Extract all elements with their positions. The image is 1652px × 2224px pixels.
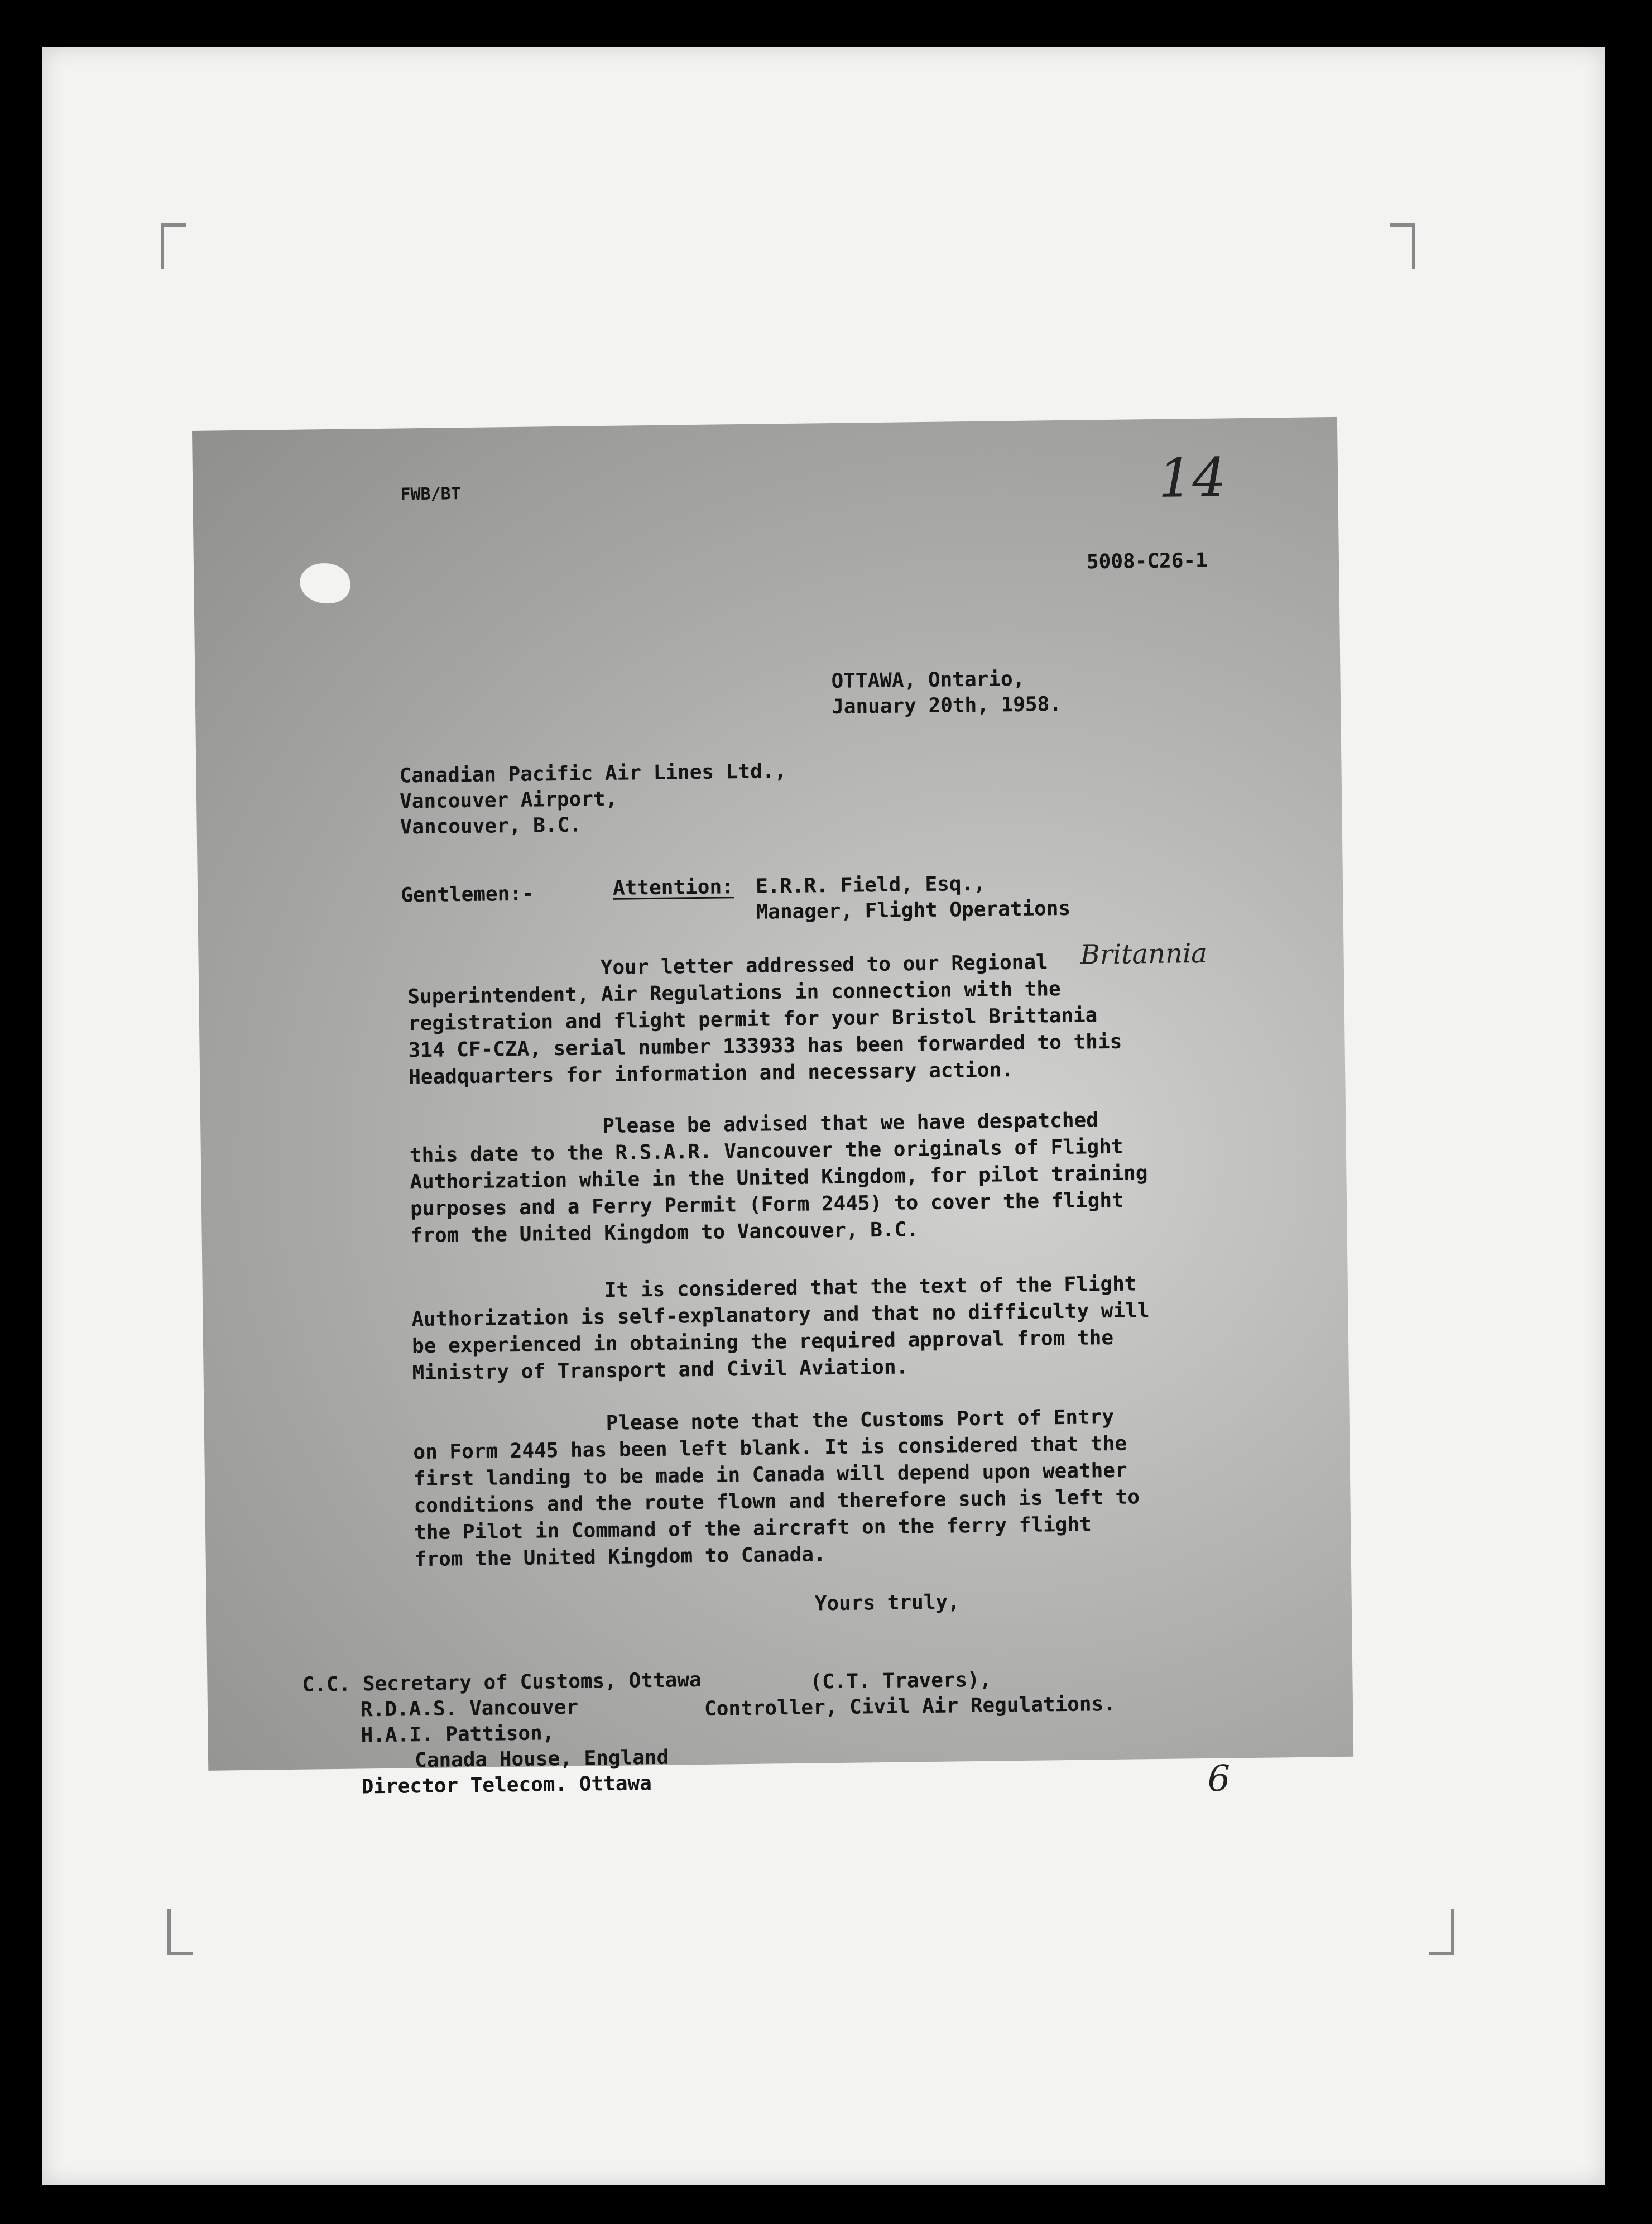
body-line: the Pilot in Command of the aircraft on the ferry flight bbox=[414, 1513, 1092, 1545]
cc-line: Director Telecom. Ottawa bbox=[361, 1772, 652, 1799]
signatory-title: Controller, Civil Air Regulations. bbox=[704, 1692, 1116, 1720]
body-line: conditions and the route flown and therefore such is left to bbox=[414, 1485, 1140, 1518]
addressee-line: Vancouver, B.C. bbox=[400, 813, 582, 839]
crop-mark-bottom-right bbox=[1429, 1909, 1454, 1955]
corner-mark: 6 bbox=[1207, 1758, 1231, 1800]
body-line: Authorization is self-explanatory and that no difficulty will bbox=[411, 1299, 1150, 1331]
letter-page bbox=[192, 417, 1353, 1800]
addressee-line: Canadian Pacific Air Lines Ltd., bbox=[399, 760, 787, 788]
place: OTTAWA, Ontario, bbox=[831, 667, 1025, 693]
crop-mark-bottom-left bbox=[167, 1909, 193, 1955]
file-number: 5008-C26-1 bbox=[1086, 549, 1208, 574]
body-line: Authorization while in the United Kingdom, for pilot training bbox=[410, 1162, 1148, 1194]
body-line: first landing to be made in Canada will depend upon weather bbox=[413, 1459, 1127, 1491]
cc-line: R.D.A.S. Vancouver bbox=[360, 1695, 579, 1722]
body-line: Please note that the Customs Port of Entry bbox=[606, 1405, 1115, 1435]
page-number-mark: 14 bbox=[1158, 446, 1227, 510]
date: January 20th, 1958. bbox=[831, 693, 1062, 719]
body-line: Ministry of Transport and Civil Aviation. bbox=[412, 1355, 909, 1385]
handwritten-correction: Britannia bbox=[1080, 937, 1208, 971]
body-line: this date to the R.S.A.R. Vancouver the originals of Flight bbox=[409, 1135, 1123, 1167]
cc-line: Canada House, England bbox=[414, 1746, 669, 1772]
attention-label: Attention: bbox=[612, 875, 734, 900]
body-line: on Form 2445 has been left blank. It is considered that the bbox=[413, 1432, 1127, 1464]
body-line: registration and flight permit for your Bristol Brittania bbox=[407, 1004, 1098, 1036]
addressee-line: Vancouver Airport, bbox=[399, 787, 618, 813]
cc-line: H.A.I. Pattison, bbox=[361, 1722, 555, 1747]
salutation: Gentlemen:- bbox=[400, 882, 534, 907]
body-line: purposes and a Ferry Permit (Form 2445) to cover the flight bbox=[410, 1188, 1124, 1221]
attention-line: Manager, Flight Operations bbox=[756, 897, 1071, 924]
cc-line: C.C. Secretary of Customs, Ottawa bbox=[302, 1669, 702, 1696]
body-line: be experienced in obtaining the required approval from the bbox=[411, 1326, 1114, 1358]
attention-line: E.R.R. Field, Esq., bbox=[755, 872, 986, 898]
body-line: from the United Kingdom to Canada. bbox=[414, 1543, 826, 1571]
crop-mark-top-right bbox=[1390, 223, 1415, 269]
body-line: It is considered that the text of the Flight bbox=[604, 1272, 1137, 1302]
body-line: Headquarters for information and necessary action. bbox=[408, 1058, 1014, 1089]
initials: FWB/BT bbox=[400, 484, 462, 505]
body-line: Superintendent, Air Regulations in connection with the bbox=[407, 977, 1061, 1009]
body-line: 314 CF-CZA, serial number 133933 has been forwarded to this bbox=[408, 1030, 1122, 1062]
torn-hole bbox=[300, 563, 350, 604]
signatory-name: (C.T. Travers), bbox=[810, 1668, 992, 1694]
body-line: Please be advised that we have despatched bbox=[602, 1109, 1099, 1138]
closing: Yours truly, bbox=[814, 1590, 961, 1616]
crop-mark-top-left bbox=[161, 223, 186, 269]
body-line: Your letter addressed to our Regional bbox=[600, 951, 1048, 980]
body-line: from the United Kingdom to Vancouver, B.C. bbox=[410, 1218, 919, 1248]
